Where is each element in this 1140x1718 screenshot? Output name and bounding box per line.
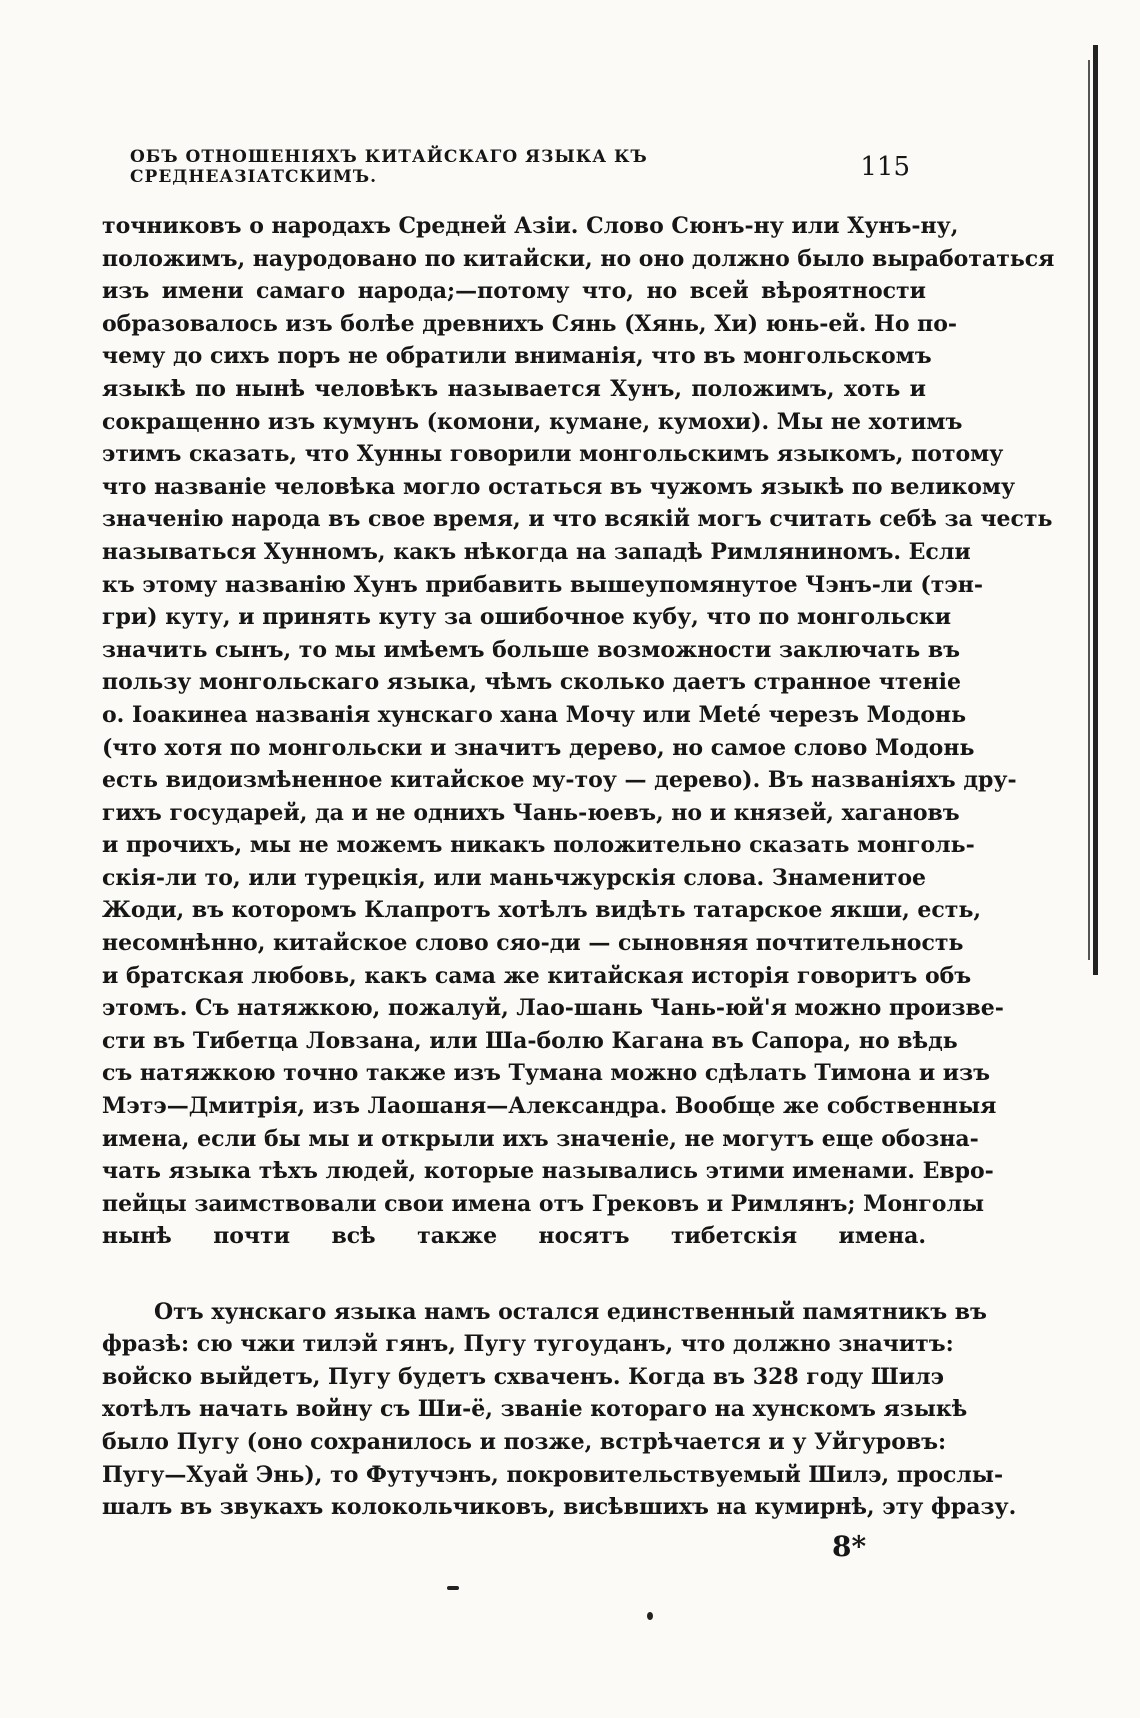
- scan-edge-line: [1093, 45, 1098, 975]
- text-line: скія-ли то, или турецкія, или маньчжурскія слова. Знаменитое: [102, 864, 926, 891]
- text-line: (что хотя по монгольски и значитъ дерево, но самое слово Модонь: [102, 734, 975, 761]
- text-line: съ натяжкою точно также изъ Тумана можно сдѣлать Тимона и изъ: [102, 1060, 991, 1087]
- text-line: этомъ. Съ натяжкою, пожалуй, Лао-шань Чань-юй'я можно произве-: [102, 995, 1004, 1022]
- text-line: несомнѣнно, китайское слово сяо-ди — сыновняя почтительность: [102, 930, 964, 957]
- text-line: точниковъ о народахъ Средней Азіи. Слово Сюнъ-ну или Хунъ-ну,: [102, 213, 959, 239]
- text-line: чать языка тѣхъ людей, которые назывались этими именами. Евро-: [102, 1158, 994, 1185]
- text-line: и братская любовь, какъ сама же китайская исторія говоритъ объ: [102, 962, 972, 989]
- page-number: 115: [860, 152, 910, 182]
- text-line: этимъ сказать, что Хунны говорили монгольскимъ языкомъ, потому: [102, 441, 1004, 468]
- text-line: положимъ, нaуродовано по китайски, но оно должно было выработаться: [102, 245, 1055, 272]
- header-title: ОБЪ ОТНОШЕНІЯХЪ КИТАЙСКАГО ЯЗЫКА КЪ СРЕДНЕАЗІАТСКИМЪ.: [130, 147, 648, 187]
- text-line: имена, если бы мы и открыли ихъ значеніе, не могутъ еще обозна-: [102, 1125, 979, 1152]
- text-line: значить сынъ, то мы имѣемъ больше возможности заключать въ: [102, 636, 960, 663]
- text-line: сти въ Тибетца Ловзана, или Ша-болю Кагана въ Сапора, но вѣдь: [102, 1027, 958, 1054]
- text-line: хотѣлъ начать войну съ Ши-ё, званіе котораго на хунскомъ языкѣ: [102, 1396, 968, 1423]
- text-line: нынѣ почти всѣ также носятъ тибетскія имена.: [102, 1223, 926, 1250]
- text-line: что названіе человѣка могло остаться въ чужомъ языкѣ по великому: [102, 473, 1016, 500]
- scan-edge-line-inner: [1088, 60, 1090, 960]
- text-line: [102, 1253, 926, 1286]
- text-line: о. Іоакинеа названія хунскаго хана Мочу или Мeté черезъ Модонь: [102, 701, 967, 728]
- running-header: [130, 147, 910, 187]
- text-line: Мэтэ—Дмитрія, изъ Лаошаня—Александра. Вообще же собственныя: [102, 1093, 997, 1120]
- text-line: войско выйдетъ, Пугу будетъ схваченъ. Когда въ 328 году Шилэ: [102, 1363, 944, 1390]
- text-line: есть видоизмѣненное китайское му-тоу — дерево). Въ названіяхъ дру-: [102, 767, 1017, 794]
- ink-mark: [447, 1586, 459, 1590]
- text-line: изъ имени самаго народа;—потому что, но всей вѣроятности: [102, 278, 926, 305]
- text-line: было Пугу (оно сохранилось и позже, встрѣчается и у Уйгуровъ:: [102, 1428, 947, 1455]
- text-line: Пугу—Хуай Энь), то Футучэнъ, покровительствуемый Шилэ, прослы-: [102, 1461, 1004, 1488]
- text-line: чему до сихъ поръ не обратили вниманія, что въ монгольскомъ: [102, 343, 932, 370]
- text-line: сокращенно изъ кумунъ (комони, кумане, кумохи). Мы не хотимъ: [102, 408, 963, 435]
- text-line: языкѣ по нынѣ человѣкъ называется Хунъ, положимъ, хоть и: [102, 375, 926, 402]
- text-line: образовалось изъ болѣе древнихъ Сянь (Хянь, Хи) юнь-ей. Но по-: [102, 310, 958, 337]
- body-text: [102, 210, 1055, 1556]
- text-line: гихъ государей, да и не однихъ Чань-юевъ, но и князей, хагановъ: [102, 799, 960, 826]
- text-line: значенію народа въ свое время, и что всякій могъ считать себѣ за честь: [102, 506, 1053, 533]
- text-line: [102, 1524, 926, 1557]
- signature-mark: 8*: [832, 1530, 867, 1563]
- text-line: къ этому названію Хунъ прибавить вышеупомянутое Чэнъ-ли (тэн-: [102, 571, 984, 598]
- text-line: Отъ хунскаго языка намъ остался единственный памятникъ въ: [154, 1298, 987, 1325]
- text-line: Жоди, въ которомъ Клапротъ хотѣлъ видѣть татарское якши, есть,: [102, 897, 982, 924]
- text-line: называться Хунномъ, какъ нѣкогда на западѣ Римляниномъ. Если: [102, 538, 971, 565]
- text-line: фразѣ: сю чжи тилэй гянъ, Пугу тугоуданъ, что должно значитъ:: [102, 1331, 954, 1358]
- text-line: и прочихъ, мы не можемъ никакъ положительно сказать монголь-: [102, 832, 975, 859]
- text-line: пейцы заимствовали свои имена отъ Грековъ и Римлянъ; Монголы: [102, 1190, 985, 1217]
- text-line: гри) куту, и принять куту за ошибочное кубу, что по монгольски: [102, 604, 952, 631]
- text-line: пользу монгольскаго языка, чѣмъ сколько даетъ странное чтеніе: [102, 669, 961, 696]
- text-line: шалъ въ звукахъ колокольчиковъ, висѣвшихъ на кумирнѣ, эту фразу.: [102, 1494, 1017, 1521]
- ink-mark: [647, 1612, 653, 1620]
